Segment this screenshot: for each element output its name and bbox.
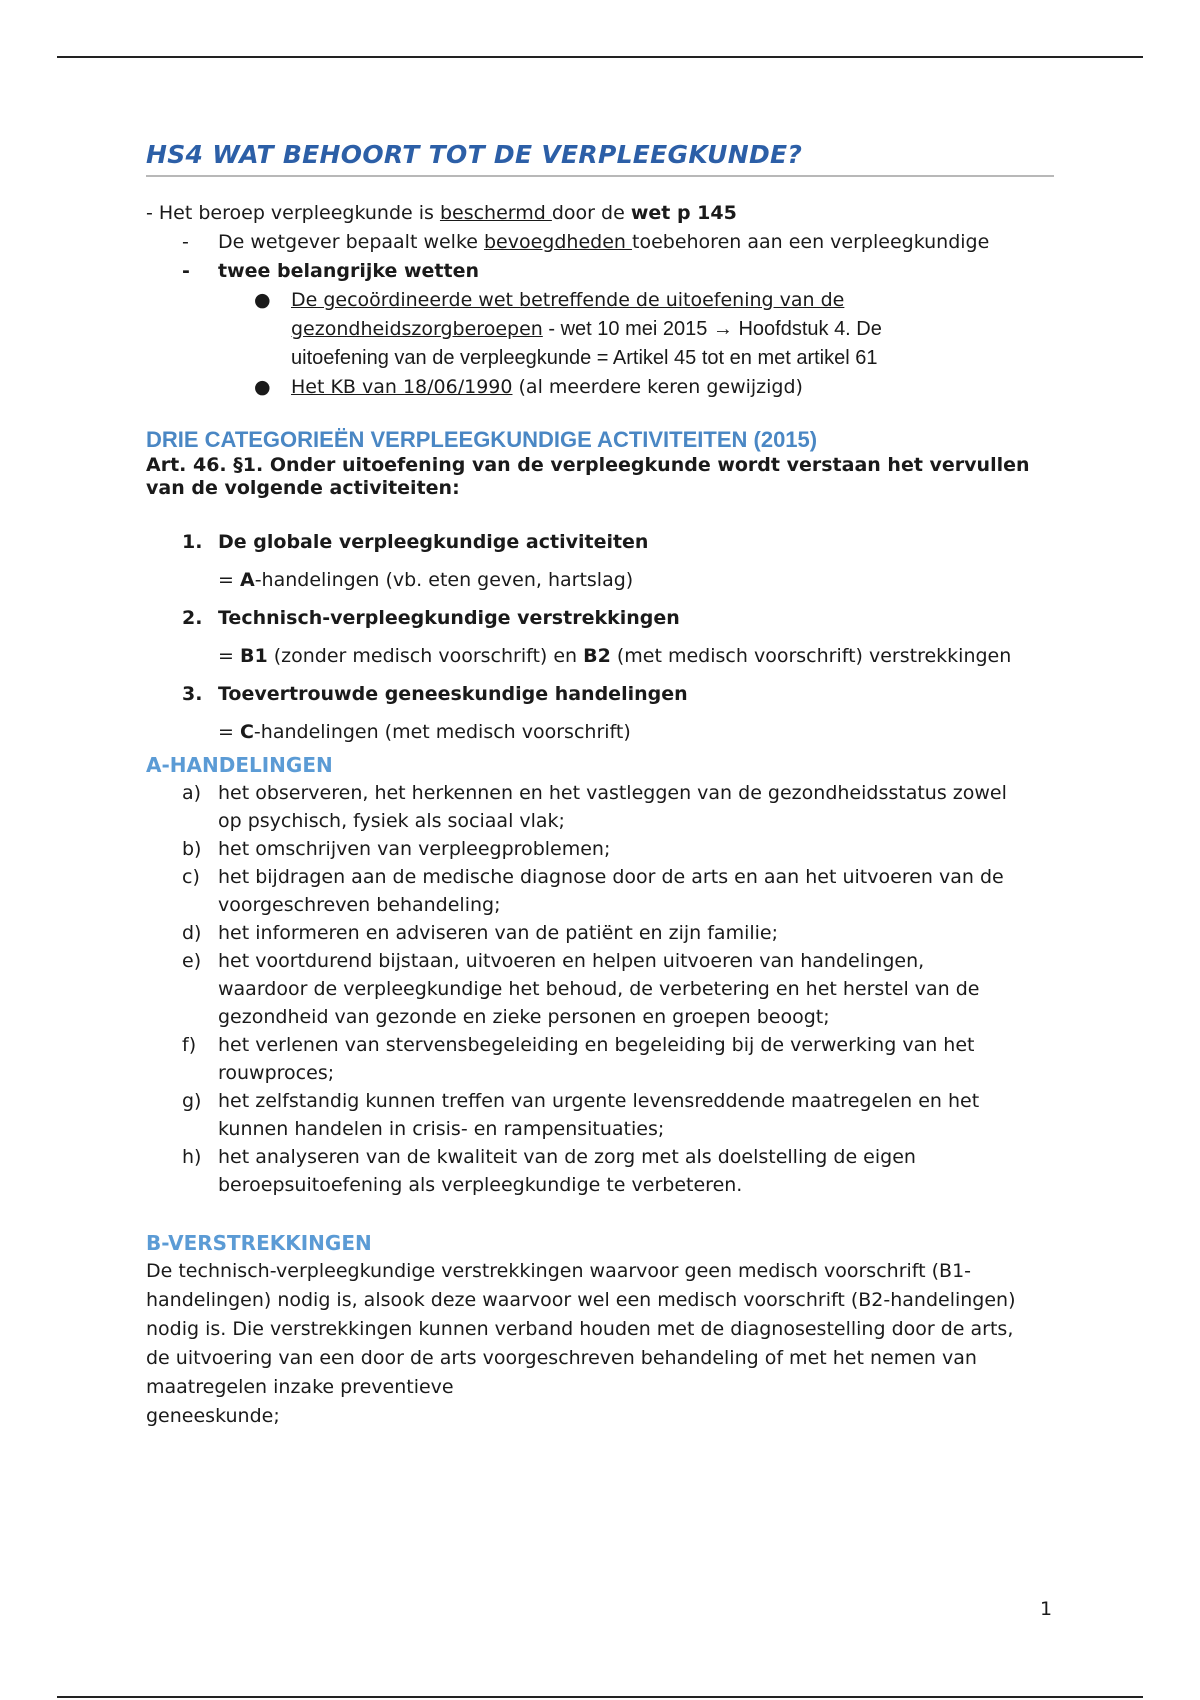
- category-number: 3.: [182, 683, 203, 705]
- sub-item-wetten: [146, 257, 1054, 286]
- list-item: [146, 779, 1054, 835]
- intro-beschermd: beschermd: [439, 202, 552, 224]
- desc-mid: (zonder medisch voorschrift) en: [267, 645, 584, 667]
- b-verstrekkingen-title: B-VERSTREKKINGEN: [146, 1231, 372, 1255]
- desc-bold: A: [239, 569, 255, 591]
- article-text: Art. 46. §1. Onder uitoefening van de verpleegkunde wordt verstaan het vervullen van de volgende activiteiten:: [146, 454, 1030, 499]
- section-title: DRIE CATEGORIEËN VERPLEEGKUNDIGE ACTIVITEITEN (2015): [146, 427, 818, 452]
- sub-item-bevoegdheden: [146, 228, 1054, 257]
- item-line: het zelfstandig kunnen treffen van urgente levensreddende maatregelen en het: [218, 1090, 980, 1112]
- item-line: het bijdragen aan de medische diagnose door de arts en aan het uitvoeren van de: [218, 866, 1004, 888]
- dash-icon: -: [182, 231, 189, 253]
- item-line: het informeren en adviseren van de patiënt en zijn familie;: [218, 922, 779, 944]
- sub2-text: twee belangrijke wetten: [218, 260, 480, 282]
- desc-bold: B1: [239, 645, 268, 667]
- intro-wet: wet p 145: [630, 202, 737, 224]
- desc-rest: -handelingen (met medisch voorschrift): [253, 721, 631, 743]
- item-line: beroepsuitoefening als verpleegkundige te verbeteren.: [218, 1174, 743, 1196]
- bullet-icon: ●: [254, 376, 271, 398]
- category-title: Technisch-verpleegkundige verstrekkingen: [218, 607, 680, 629]
- bullet1-link-part2: gezondheidszorgberoepen: [291, 318, 543, 340]
- category-item: [146, 528, 1054, 557]
- list-item: [146, 863, 1054, 919]
- item-letter: f): [182, 1034, 197, 1056]
- paragraph-line: nodig is. Die verstrekkingen kunnen verband houden met de diagnosestelling door de arts,: [146, 1318, 1014, 1340]
- list-item: [146, 1143, 1054, 1199]
- b-paragraph: [146, 1257, 1054, 1431]
- category-number: 2.: [182, 607, 203, 629]
- item-letter: b): [182, 838, 202, 860]
- desc-prefix: =: [218, 569, 240, 591]
- top-rule: [57, 56, 1143, 58]
- sub1-prefix: De wetgever bepaalt welke: [218, 231, 484, 253]
- category-desc: [146, 642, 1054, 671]
- item-line: het analyseren van de kwaliteit van de zorg met als doelstelling de eigen: [218, 1146, 916, 1168]
- desc-rest: -handelingen (vb. eten geven, hartslag): [254, 569, 634, 591]
- bullet-kb: [146, 373, 1054, 402]
- paragraph-line: De technisch-verpleegkundige verstrekkingen waarvoor geen medisch voorschrift (B1-: [146, 1260, 972, 1282]
- item-letter: h): [182, 1146, 202, 1168]
- category-desc: [146, 718, 1054, 747]
- item-letter: d): [182, 922, 202, 944]
- intro-prefix: - Het beroep verpleegkunde is: [146, 202, 440, 224]
- item-line: waardoor de verpleegkundige het behoud, de verbetering en het herstel van de: [218, 978, 980, 1000]
- item-letter: g): [182, 1090, 202, 1112]
- desc-prefix: =: [218, 721, 240, 743]
- bottom-rule: [57, 1696, 1143, 1698]
- desc-bold: B2: [583, 645, 611, 667]
- item-line: het voortdurend bijstaan, uitvoeren en helpen uitvoeren van handelingen,: [218, 950, 925, 972]
- desc-prefix: =: [218, 645, 240, 667]
- item-line: het verlenen van stervensbegeleiding en begeleiding bij de verwerking van het: [218, 1034, 975, 1056]
- list-item: [146, 1087, 1054, 1143]
- page-number: 1: [1040, 1598, 1053, 1620]
- intro-line: [146, 199, 1054, 228]
- category-item: [146, 604, 1054, 633]
- bullet1-rest2: uitoefening van de verpleegkunde = Artikel 45 tot en met artikel 61: [291, 347, 878, 369]
- item-letter: c): [182, 866, 200, 888]
- desc-rest: (met medisch voorschrift) verstrekkingen: [610, 645, 1012, 667]
- a-handelingen-title: A-HANDELINGEN: [146, 753, 333, 777]
- item-line: het omschrijven van verpleegproblemen;: [218, 838, 611, 860]
- dash-icon: -: [182, 260, 190, 282]
- bullet-icon: ●: [254, 289, 271, 311]
- list-item: [146, 1031, 1054, 1087]
- category-desc: [146, 566, 1054, 595]
- category-title: De globale verpleegkundige activiteiten: [218, 531, 649, 553]
- paragraph-line: maatregelen inzake preventieve: [146, 1376, 454, 1398]
- sub1-suffix: toebehoren aan een verpleegkundige: [632, 231, 990, 253]
- item-line: gezondheid van gezonde en zieke personen en groepen beoogt;: [218, 1006, 830, 1028]
- item-line: voorgeschreven behandeling;: [218, 894, 501, 916]
- list-item: [146, 835, 1054, 863]
- paragraph-line: geneeskunde;: [146, 1405, 280, 1427]
- desc-bold: C: [239, 721, 254, 743]
- item-line: kunnen handelen in crisis- en rampensituaties;: [218, 1118, 665, 1140]
- category-title: Toevertrouwde geneeskundige handelingen: [218, 683, 688, 705]
- page-title: HS4 WAT BEHOORT TOT DE VERPLEEGKUNDE?: [146, 140, 1054, 177]
- list-item: [146, 947, 1054, 1031]
- item-letter: a): [182, 782, 202, 804]
- category-item: [146, 680, 1054, 709]
- category-number: 1.: [182, 531, 203, 553]
- intro-mid: door de: [551, 202, 631, 224]
- bullet2-underlined: Het KB van 18/06/1990: [291, 376, 513, 398]
- bullet-gecoordineerde-wet: [146, 286, 1054, 373]
- document-page: [146, 140, 1054, 1431]
- sub1-underlined: bevoegdheden: [484, 231, 632, 253]
- bullet1-link-part1: De gecoördineerde wet betreffende de uitoefening van de: [291, 289, 845, 311]
- bullet2-rest: (al meerdere keren gewijzigd): [512, 376, 803, 398]
- item-line: rouwproces;: [218, 1062, 335, 1084]
- bullet1-rest1: - wet 10 mei 2015 → Hoofdstuk 4. De: [542, 318, 882, 340]
- item-line: het observeren, het herkennen en het vastleggen van de gezondheidsstatus zowel: [218, 782, 1007, 804]
- item-letter: e): [182, 950, 202, 972]
- paragraph-line: de uitvoering van een door de arts voorgeschreven behandeling of met het nemen van: [146, 1347, 977, 1369]
- paragraph-line: handelingen) nodig is, alsook deze waarvoor wel een medisch voorschrift (B2-handelingen): [146, 1289, 1016, 1311]
- item-line: op psychisch, fysiek als sociaal vlak;: [218, 810, 565, 832]
- list-item: [146, 919, 1054, 947]
